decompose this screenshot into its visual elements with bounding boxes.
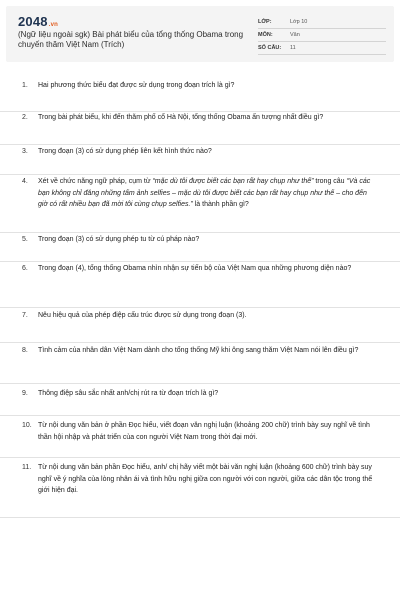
question-item — [0, 112, 400, 145]
question-text: Thông điệp sâu sắc nhất anh/chị rút ra từ đoạn trích là gì? — [38, 390, 219, 397]
logo-suffix: .vn — [48, 22, 59, 28]
meta-row-subject — [258, 29, 386, 42]
question-text-part: trong câu — [313, 178, 347, 185]
meta-label: MÔN: — [258, 32, 273, 38]
question-text-part: là thành phần gì? — [192, 201, 249, 208]
quoted-phrase: “mặc dù tôi được biết các bạn rất hay chụp như thế” — [152, 178, 314, 185]
meta-row-class — [258, 16, 386, 29]
question-item — [0, 308, 400, 343]
meta-label: SỐ CÂU: — [258, 45, 282, 51]
site-logo[interactable] — [18, 14, 58, 29]
question-number: 2. — [22, 114, 28, 121]
question-item — [0, 233, 400, 262]
question-text: Nêu hiệu quả của phép điệp cấu trúc được sử dụng trong đoạn (3). — [38, 312, 247, 319]
question-item — [0, 416, 400, 458]
question-text: Từ nội dung văn bản ở phần Đọc hiểu, viết đoạn văn nghị luận (khoảng 200 chữ) trình bày suy nghĩ về tình thần hội nhập và phát triển của con người Việt Nam trong thời đại mới. — [38, 422, 370, 441]
worksheet-header — [6, 6, 394, 62]
question-number: 9. — [22, 390, 28, 397]
question-item — [0, 175, 400, 233]
question-text: Từ nội dung văn bản phần Đọc hiểu, anh/ chị hãy viết một bài văn nghị luận (khoảng 600 chữ) trình bày suy nghĩ về ý nghĩa của lòng nhân ái và tình hữu nghị giữa con người với con người, giữa các dân tộc trong thế giới hiện đại. — [38, 464, 373, 494]
question-number: 4. — [22, 178, 28, 185]
question-text: Trong đoạn (4), tổng thống Obama nhìn nhận sự tiến bộ của Việt Nam qua những phương diện nào? — [38, 265, 352, 272]
question-number: 3. — [22, 148, 28, 155]
question-item — [0, 343, 400, 384]
quoted-sentence: “Và các bạn không chỉ đăng những tấm ảnh selfies – mặc dù tôi được biết các bạn rất hay chụp như thế – cho đến giờ có rất nhiều bạn đã mời tôi cùng chụp selfies.” — [38, 178, 371, 208]
question-item — [0, 384, 400, 416]
worksheet-title: (Ngữ liệu ngoài sgk) Bài phát biểu của tổng thống Obama trong chuyến thăm Việt Nam (Trích) — [18, 30, 244, 49]
question-text: Tình cảm của nhân dân Việt Nam dành cho tổng thống Mỹ khi ông sang thăm Việt Nam nói lên điều gì? — [38, 347, 359, 354]
question-item — [0, 458, 400, 518]
logo-text: 2048 — [18, 14, 48, 29]
meta-table — [258, 16, 386, 55]
question-number: 7. — [22, 312, 28, 319]
question-text: Hai phương thức biểu đạt được sử dụng trong đoạn trích là gì? — [38, 82, 235, 89]
meta-row-count — [258, 42, 386, 55]
question-text-part: Xét về chức năng ngữ pháp, cụm từ — [38, 178, 153, 185]
question-text: Trong bài phát biểu, khi đến thăm phố cổ Hà Nội, tổng thống Obama ấn tượng nhất điều gì? — [38, 114, 324, 121]
question-number: 1. — [22, 82, 28, 89]
question-text: Trong đoạn (3) có sử dụng phép tu từ cú pháp nào? — [38, 236, 200, 243]
question-item — [0, 262, 400, 308]
meta-value: Lớp 10 — [290, 19, 308, 25]
question-text: Trong đoạn (3) có sử dụng phép liên kết hình thức nào? — [38, 148, 212, 155]
meta-value: 11 — [290, 45, 296, 51]
question-number: 10. — [22, 422, 32, 429]
question-number: 6. — [22, 265, 28, 272]
meta-value: Văn — [290, 32, 300, 38]
question-number: 5. — [22, 236, 28, 243]
question-text — [38, 176, 374, 211]
question-number: 11. — [22, 464, 32, 471]
question-number: 8. — [22, 347, 28, 354]
question-item — [0, 80, 400, 112]
meta-label: LỚP: — [258, 19, 272, 25]
question-item — [0, 145, 400, 175]
